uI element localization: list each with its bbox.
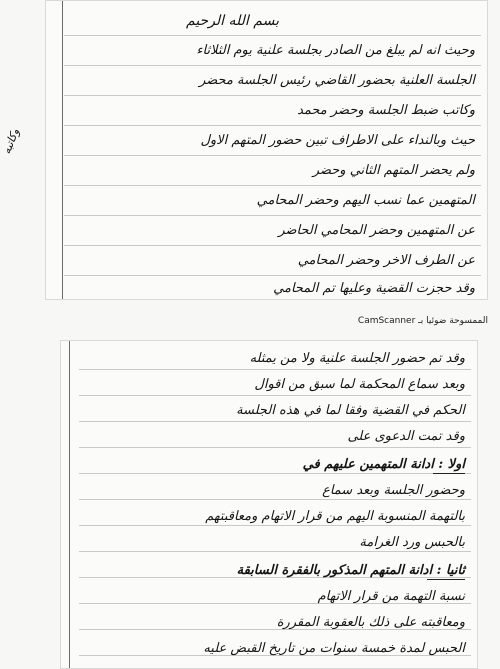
ruled-line bbox=[64, 35, 481, 36]
ruled-line bbox=[79, 369, 471, 370]
handwritten-line-first-verdict: اولا : ادانة المتهمين عليهم في bbox=[302, 457, 465, 472]
ruled-line bbox=[79, 473, 471, 474]
heading-underline bbox=[433, 473, 465, 474]
handwritten-line: وقد حجزت القضية وعليها تم المحامي bbox=[273, 281, 475, 296]
ruled-line bbox=[79, 447, 471, 448]
ruled-line bbox=[64, 125, 481, 126]
handwritten-line: نسبة التهمة من قرار الاتهام bbox=[317, 589, 465, 604]
page-margin-line bbox=[69, 341, 70, 668]
handwritten-line-second-verdict: ثانيا : ادانة المتهم المذكور بالفقرة السابقة bbox=[236, 563, 465, 578]
handwritten-line: وحضور الجلسة وبعد سماع bbox=[322, 483, 465, 498]
ruled-line bbox=[79, 421, 471, 422]
ruled-line bbox=[79, 551, 471, 552]
handwritten-line: بالحبس ورد الغرامة bbox=[359, 535, 465, 550]
handwritten-line: وحيث انه لم يبلغ من الصادر بجلسة علنية يوم الثلاثاء bbox=[196, 43, 475, 58]
ruled-line bbox=[64, 155, 481, 156]
basmala-heading: بسم الله الرحيم bbox=[186, 13, 279, 29]
ruled-line bbox=[79, 499, 471, 500]
handwritten-line: الجلسة العلنية بحضور القاضي رئيس الجلسة محضر bbox=[199, 73, 475, 88]
handwritten-line: الحبس لمدة خمسة سنوات من تاريخ القبض عليه bbox=[203, 641, 465, 656]
handwritten-line: عن الطرف الاخر وحضر المحامي bbox=[297, 253, 475, 268]
handwritten-line: ومعاقبته على ذلك بالعقوبة المقررة bbox=[276, 615, 465, 630]
ruled-line bbox=[79, 395, 471, 396]
heading-underline bbox=[427, 579, 465, 580]
handwritten-line: بالتهمة المنسوبة اليهم من قرار الاتهام ومعاقبتهم bbox=[205, 509, 465, 524]
camscanner-caption: الممسوحة ضوئيا بـ CamScanner bbox=[357, 316, 488, 326]
handwritten-line: ولم يحضر المتهم الثاني وحضر bbox=[312, 163, 475, 178]
page-margin-line bbox=[62, 1, 63, 299]
ruled-line bbox=[64, 215, 481, 216]
ruled-line bbox=[79, 525, 471, 526]
handwritten-line: وقد تمت الدعوى على bbox=[347, 429, 465, 444]
handwritten-line: المتهمين عما نسب اليهم وحضر المحامي bbox=[256, 193, 475, 208]
handwritten-line: وبعد سماع المحكمة لما سبق من اقوال bbox=[254, 377, 465, 392]
ruled-line bbox=[64, 65, 481, 66]
handwritten-line: الحكم في القضية وفقا لما في هذه الجلسة bbox=[236, 403, 465, 418]
ruled-line bbox=[64, 275, 481, 276]
handwritten-line: وكاتب ضبط الجلسة وحضر محمد bbox=[297, 103, 475, 118]
ruled-line bbox=[64, 245, 481, 246]
handwritten-line: حيث وبالنداء على الاطراف تبين حضور المتهم الاول bbox=[200, 133, 475, 148]
ruled-line bbox=[64, 95, 481, 96]
ruled-line bbox=[64, 185, 481, 186]
margin-note: وكاتبه bbox=[0, 126, 22, 156]
document-page-2 bbox=[60, 340, 478, 669]
handwritten-line: وقد تم حضور الجلسة علنية ولا من يمثله bbox=[249, 351, 465, 366]
document-page-1 bbox=[0, 0, 488, 300]
handwritten-line: عن المتهمين وحضر المحامي الحاضر bbox=[278, 223, 475, 238]
